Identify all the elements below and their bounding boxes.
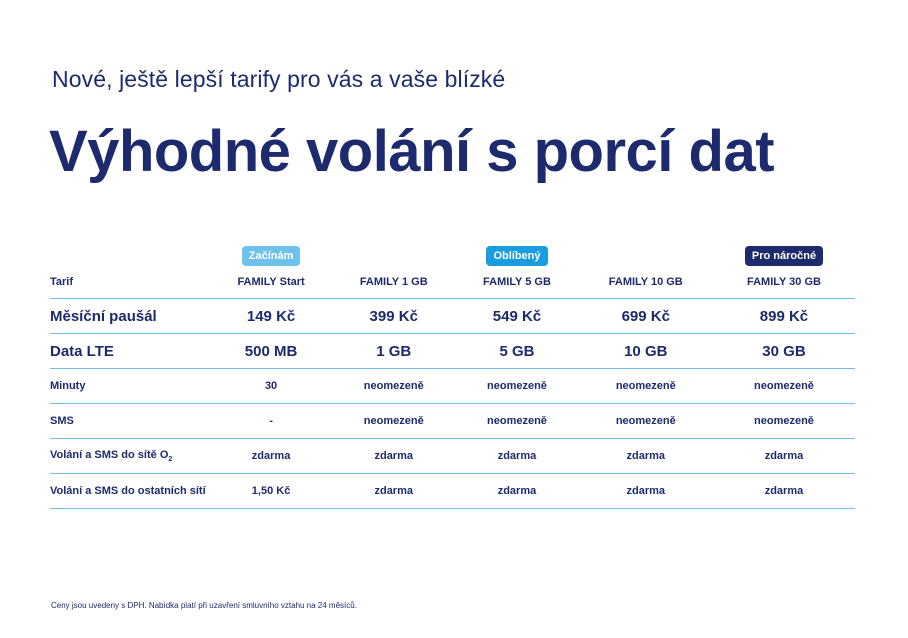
table-cell: neomezeně [455,404,578,439]
table-row [50,474,855,509]
table-cell: zdarma [455,439,578,474]
table-cell: 30 [210,369,332,404]
table-cell: zdarma [713,439,855,474]
table-cell: 1 GB [332,334,455,369]
table-cell: zdarma [210,439,332,474]
table-cell: 5 GB [455,334,578,369]
page-title: Výhodné volání s porcí dat [49,119,775,184]
table-cell: zdarma [713,474,855,509]
table-cell: zdarma [579,474,713,509]
table-cell: 899 Kč [713,299,855,334]
badge-pro-narocne: Pro náročné [745,246,823,266]
header-label: Tarif [50,266,210,299]
row-label: Data LTE [50,334,210,369]
table-cell: neomezeně [579,404,713,439]
table-row [50,334,855,369]
plan-name: FAMILY Start [210,266,332,299]
table-cell: 500 MB [210,334,332,369]
table-header-row [50,266,855,299]
table-row [50,369,855,404]
table-cell: 549 Kč [455,299,578,334]
badge-zacinam: Začínám [242,246,301,266]
tariff-table [50,238,855,509]
row-label: SMS [50,404,210,439]
table-cell: 10 GB [579,334,713,369]
table-row [50,299,855,334]
row-label-subscript: 2 [168,456,173,464]
badge-row [50,238,855,266]
table-row [50,439,855,474]
footnote: Ceny jsou uvedeny s DPH. Nabídka platí při uzavření smluvního vztahu na 24 měsíců. [51,601,357,610]
table-cell: 30 GB [713,334,855,369]
table-cell: zdarma [332,474,455,509]
page-subtitle: Nové, ještě lepší tarify pro vás a vaše blízké [52,66,506,92]
table-cell: neomezeně [332,369,455,404]
plan-name: FAMILY 30 GB [713,266,855,299]
table-cell: neomezeně [579,369,713,404]
plan-name: FAMILY 10 GB [579,266,713,299]
row-label: Volání a SMS do ostatních sítí [50,474,210,509]
table-cell: 149 Kč [210,299,332,334]
plan-name: FAMILY 1 GB [332,266,455,299]
table-cell: neomezeně [455,369,578,404]
plan-name: FAMILY 5 GB [455,266,578,299]
table-cell: zdarma [332,439,455,474]
table-cell: - [210,404,332,439]
row-label [50,439,210,474]
table-cell: 399 Kč [332,299,455,334]
table-cell: neomezeně [713,369,855,404]
table-cell: 699 Kč [579,299,713,334]
table-cell: neomezeně [713,404,855,439]
table-cell: zdarma [455,474,578,509]
badge-oblibeny: Oblíbený [486,246,547,266]
row-label-text: Volání a SMS do sítě O [50,448,169,461]
table-cell: neomezeně [332,404,455,439]
table-row [50,404,855,439]
table-cell: 1,50 Kč [210,474,332,509]
table-cell: zdarma [579,439,713,474]
row-label: Měsíční paušál [50,299,210,334]
badge-cell-empty [50,238,210,266]
row-label: Minuty [50,369,210,404]
